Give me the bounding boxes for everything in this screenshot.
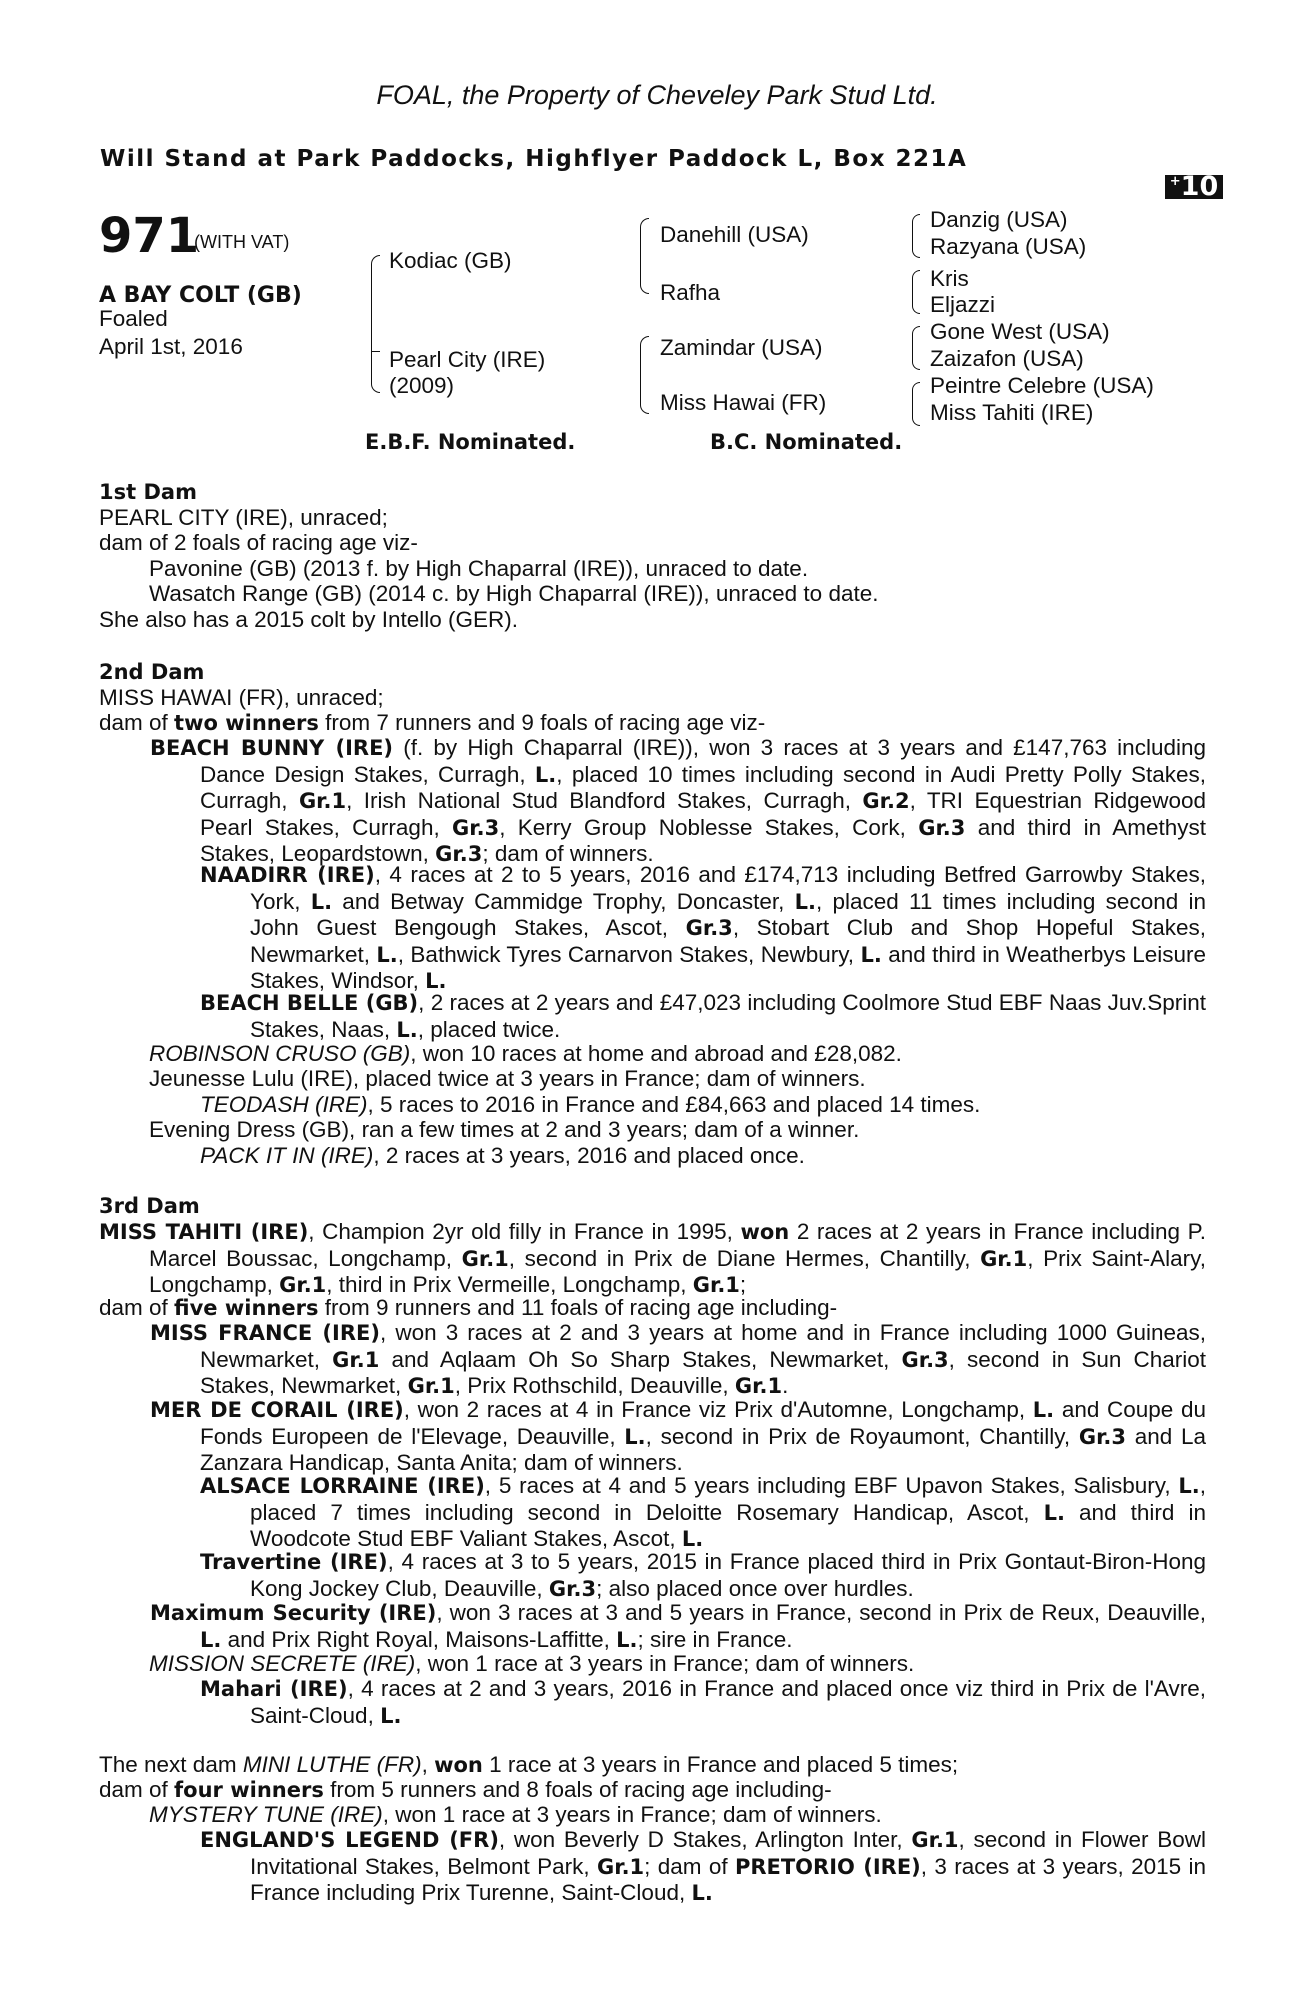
produce-pack-it-in: PACK IT IN (IRE), 2 races at 3 years, 2016 and placed once. — [200, 1143, 805, 1168]
pedigree-g4: Eljazzi — [930, 292, 996, 317]
pedigree-dam-sire: Zamindar (USA) — [660, 335, 823, 360]
produce-miss-france: MISS FRANCE (IRE), won 3 races at 2 and 3 years at home and in France including 1000 Guineas, Newmarket, Gr.1 and Aqlaam Oh So Sharp Stakes, Newmarket, Gr.3, second in Sun Chariot Stakes, Newmarket, Gr.1, Prix Rothschild, Deauville, Gr.1. — [150, 1320, 1207, 1398]
pedigree-g3: Kris — [930, 266, 969, 291]
brace-dam — [371, 350, 380, 393]
produce-mission-secrete: MISSION SECRETE (IRE), won 1 race at 3 years in France; dam of winners. — [149, 1651, 915, 1676]
brace-g34 — [912, 270, 920, 314]
produce-robinson-cruso: ROBINSON CRUSO (GB), won 10 races at home and abroad and £28,082. — [149, 1041, 902, 1066]
produce-naadirr: NAADIRR (IRE), 4 races at 2 to 5 years, 2016 and £174,713 including Betfred Garrowby Stakes, York, L. and Betway Cammidge Trophy, Doncaster, L., placed 11 times including second in John Guest Bengough Stakes, Ascot, Gr.3, Stobart Club and Shop Hopeful Stakes, Newmarket, L., Bathwick Tyres Carnarvon Stakes, Newbury, L. and third in Weatherbys Leisure Stakes, Windsor, L. — [200, 862, 1207, 993]
second-dam-line: dam of two winners from 7 runners and 9 foals of racing age viz- — [99, 710, 766, 735]
produce-mahari: Mahari (IRE), 4 races at 2 and 3 years, 2016 in France and placed once viz third in Prix de l'Avre, Saint-Cloud, L. — [200, 1676, 1206, 1728]
pedigree-sire-sire: Danehill (USA) — [660, 222, 809, 247]
produce-beach-belle: BEACH BELLE (GB), 2 races at 2 years and £47,023 including Coolmore Stud EBF Naas Juv.Sprint Stakes, Naas, L., placed twice. — [200, 990, 1206, 1042]
pedigree-dam: Pearl City (IRE) — [389, 347, 546, 372]
first-dam-line: dam of 2 foals of racing age viz- — [99, 530, 418, 555]
foaled-label: Foaled — [99, 306, 168, 331]
produce-beach-bunny: BEACH BUNNY (IRE) (f. by High Chaparral (IRE)), won 3 races at 3 years and £147,763 including Dance Design Stakes, Curragh, L., placed 10 times including second in Audi Pretty Polly Stakes, Curragh, Gr.1, Irish National Stud Blandford Stakes, Curragh, Gr.2, TRI Equestrian Ridgewood Pearl Stakes, Curragh, Gr.3, Kerry Group Noblesse Stakes, Cork, Gr.3 and third in Amethyst Stakes, Leopardstown, Gr.3; dam of winners. — [150, 735, 1206, 866]
produce-alsace-lorraine: ALSACE LORRAINE (IRE), 5 races at 4 and 5 years including EBF Upavon Stakes, Salisbury, L., placed 7 times including second in Deloitte Rosemary Handicap, Ascot, L. and third in Woodcote Stud EBF Valiant Stakes, Ascot, L. — [200, 1473, 1207, 1551]
pedigree-g8: Miss Tahiti (IRE) — [930, 400, 1094, 425]
brace-g56 — [912, 326, 920, 370]
pedigree-dam-dam: Miss Hawai (FR) — [660, 390, 827, 415]
first-dam-produce: Pavonine (GB) (2013 f. by High Chaparral (IRE)), unraced to date. — [149, 556, 809, 581]
next-dam-line: The next dam MINI LUTHE (FR), won 1 race at 3 years in France and placed 5 times; — [99, 1752, 959, 1777]
first-dam-produce: Wasatch Range (GB) (2014 c. by High Chaparral (IRE)), unraced to date. — [149, 581, 879, 606]
produce-jeunesse-lulu: Jeunesse Lulu (IRE), placed twice at 3 years in France; dam of winners. — [149, 1066, 866, 1091]
produce-englands-legend: ENGLAND'S LEGEND (FR), won Beverly D Stakes, Arlington Inter, Gr.1, second in Flower Bowl Invitational Stakes, Belmont Park, Gr.1; dam of PRETORIO (IRE), 3 races at 3 years, 2015 in France including Prix Turenne, Saint-Cloud, L. — [200, 1827, 1206, 1905]
third-dam-heading: 3rd Dam — [99, 1194, 200, 1218]
pedigree-g2: Razyana (USA) — [930, 234, 1087, 259]
pedigree-g1: Danzig (USA) — [930, 207, 1068, 232]
pedigree-sire-dam: Rafha — [660, 280, 721, 305]
pedigree-g6: Zaizafon (USA) — [930, 346, 1084, 371]
badge-number: 10 — [1180, 171, 1219, 202]
horse-description: A BAY COLT (GB) — [99, 283, 302, 308]
bc-nomination: B.C. Nominated. — [710, 430, 903, 454]
pedigree-g7: Peintre Celebre (USA) — [930, 373, 1154, 398]
badge-plus: + — [1169, 174, 1181, 189]
second-dam-heading: 2nd Dam — [99, 660, 205, 684]
pedigree-g5: Gone West (USA) — [930, 319, 1110, 344]
second-dam-line: MISS HAWAI (FR), unraced; — [99, 685, 384, 710]
produce-maximum-security: Maximum Security (IRE), won 3 races at 3 and 5 years in France, second in Prix de Reux, Deauville, L. and Prix Right Royal, Maisons-Laffitte, L.; sire in France. — [150, 1600, 1206, 1652]
pedigree-dam-year: (2009) — [389, 373, 455, 398]
brace-dam-parents — [640, 336, 649, 414]
produce-travertine: Travertine (IRE), 4 races at 3 to 5 years, 2015 in France placed third in Prix Gontaut-Biron-Hong Kong Jockey Club, Deauville, Gr.3; also placed once over hurdles. — [200, 1549, 1206, 1601]
brace-g78 — [912, 382, 920, 426]
produce-teodash: TEODASH (IRE), 5 races to 2016 in France and £84,663 and placed 14 times. — [200, 1092, 981, 1117]
first-dam-line: PEARL CITY (IRE), unraced; — [99, 505, 388, 530]
vat-label: (WITH VAT) — [194, 232, 290, 252]
produce-evening-dress: Evening Dress (GB), ran a few times at 2 and 3 years; dam of a winner. — [149, 1117, 860, 1142]
lot-badge — [1165, 171, 1223, 202]
produce-mer-de-corail: MER DE CORAIL (IRE), won 2 races at 4 in France viz Prix d'Automne, Longchamp, L. and Coupe du Fonds Europeen de l'Elevage, Deauville, L., second in Prix de Royaumont, Chantilly, Gr.3 and La Zanzara Handicap, Santa Anita; dam of winners. — [150, 1397, 1207, 1475]
brace-g12 — [912, 214, 920, 258]
brace-sire — [371, 255, 380, 352]
stand-location: Will Stand at Park Paddocks, Highflyer Paddock L, Box 221A — [100, 146, 968, 172]
pedigree-sire: Kodiac (GB) — [389, 248, 512, 273]
foaled-date: April 1st, 2016 — [99, 334, 243, 359]
next-dam-produce-summary: dam of four winners from 5 runners and 8 foals of racing age including- — [99, 1777, 832, 1802]
ebf-nomination: E.B.F. Nominated. — [365, 430, 576, 454]
first-dam-line: She also has a 2015 colt by Intello (GER). — [99, 607, 518, 632]
catalogue-title: FOAL, the Property of Cheveley Park Stud Ltd. — [376, 80, 938, 110]
third-dam-produce-summary: dam of five winners from 9 runners and 11 foals of racing age including- — [99, 1295, 838, 1320]
produce-mystery-tune: MYSTERY TUNE (IRE), won 1 race at 3 years in France; dam of winners. — [149, 1802, 882, 1827]
first-dam-heading: 1st Dam — [99, 480, 197, 504]
third-dam-miss-tahiti: MISS TAHITI (IRE), Champion 2yr old filly in France in 1995, won 2 races at 2 years in France including P. Marcel Boussac, Longchamp, Gr.1, second in Prix de Diane Hermes, Chantilly, Gr.1, Prix Saint-Alary, Longchamp, Gr.1, third in Prix Vermeille, Longchamp, Gr.1; — [99, 1219, 1207, 1297]
brace-sire-parents — [640, 218, 649, 294]
lot-number: 971 — [99, 208, 200, 264]
